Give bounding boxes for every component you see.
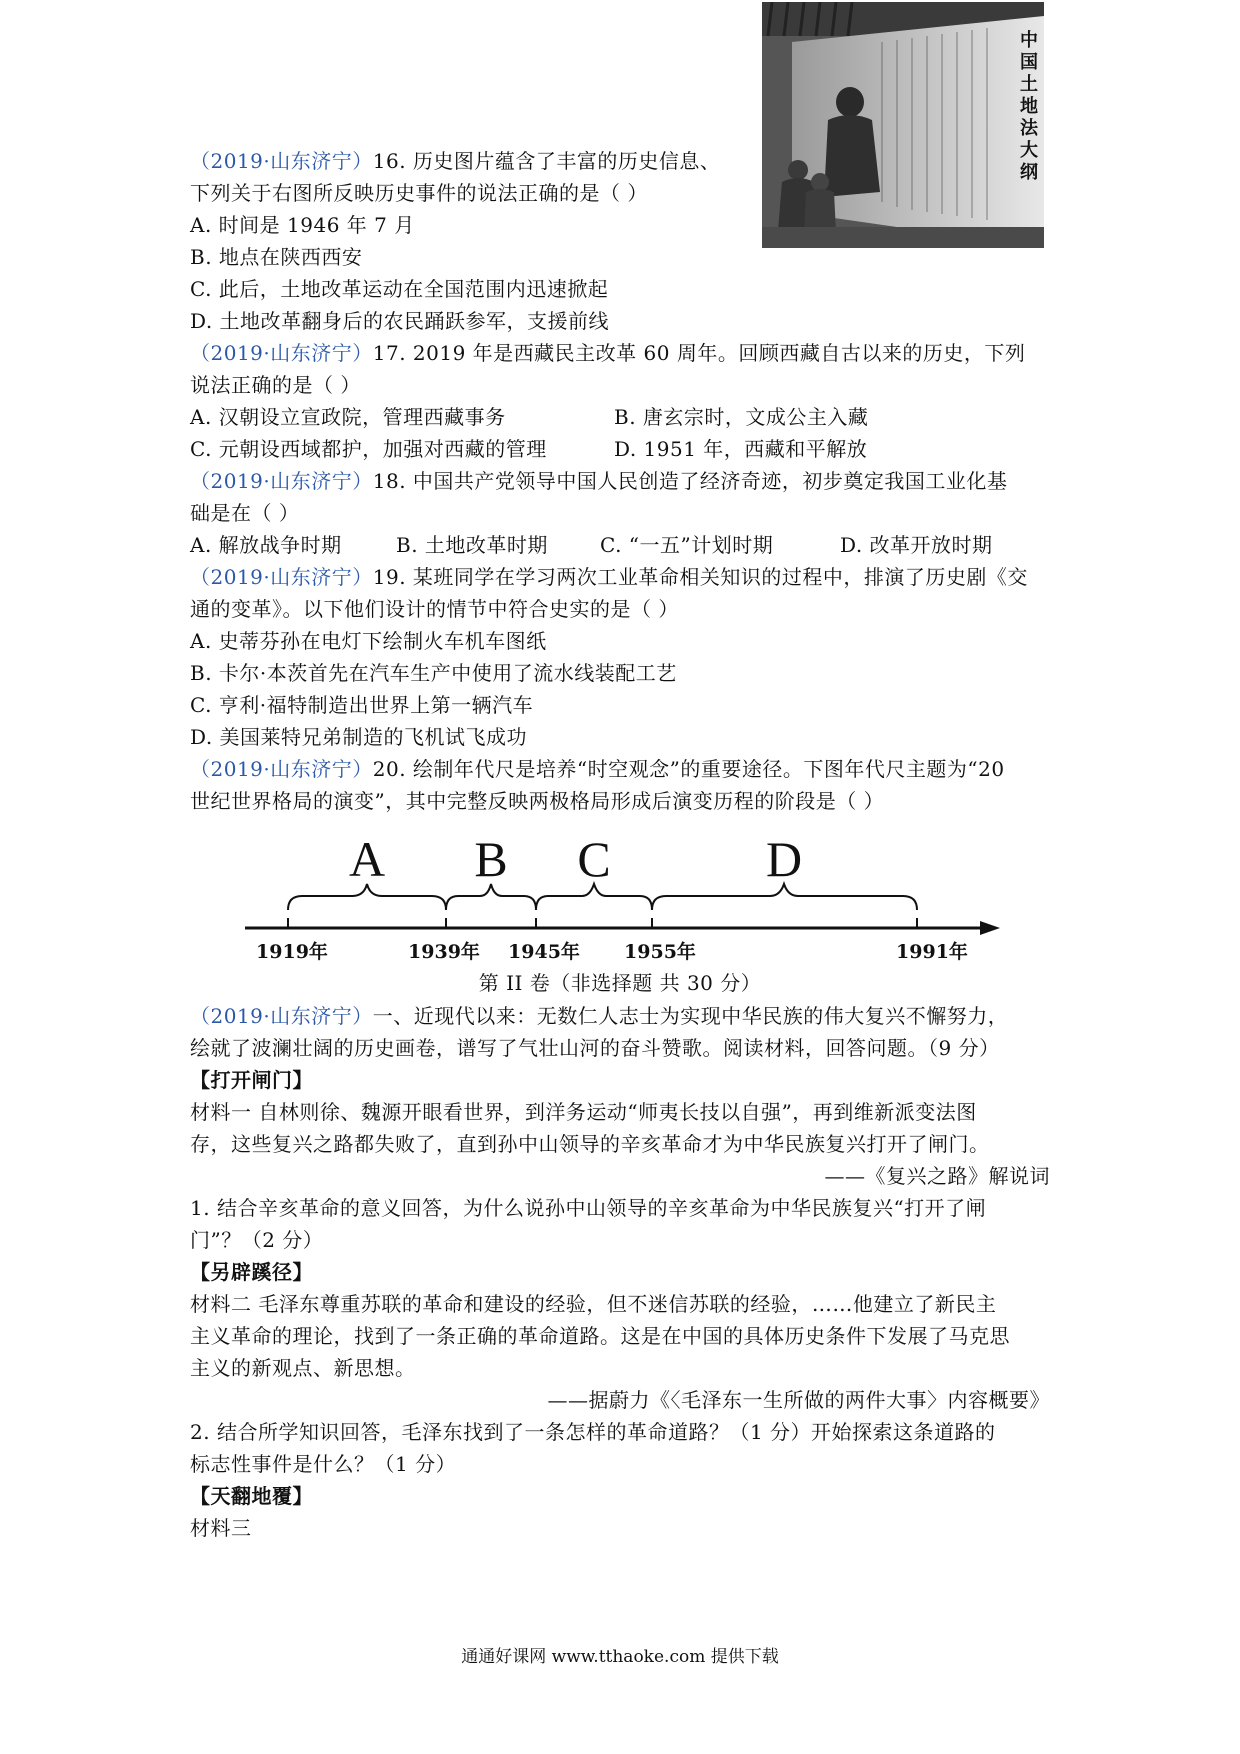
sec2-material-line1: 材料二 毛泽东尊重苏联的革命和建设的经验，但不迷信苏联的经验，……他建立了新民主 [190, 1292, 997, 1316]
q16-option-a: A. 时间是 1946 年 7 月 [190, 213, 415, 237]
sec1-material-line2: 存，这些复兴之路都失败了，直到孙中山领导的辛亥革命才为中华民族复兴打开了闸门。 [190, 1132, 990, 1156]
q17-option-d: D. 1951 年，西藏和平解放 [614, 437, 868, 461]
q19-source: （2019·山东济宁） [190, 565, 373, 589]
q17-stem-line1 [190, 340, 1025, 366]
brace-a [288, 884, 446, 910]
timeline-diagram [240, 836, 1010, 966]
q18-option-d: D. 改革开放时期 [840, 533, 993, 557]
sec2-citation: ——据蔚力《〈毛泽东一生所做的两件大事〉内容概要》 [547, 1388, 1050, 1412]
land-law-photo [762, 2, 1044, 248]
page-footer: 通通好课网 www.tthaoke.com 提供下载 [461, 1647, 779, 1667]
q16-stem-line1 [190, 148, 720, 174]
year-1919: 1919年 [256, 941, 328, 963]
brace-d [652, 884, 917, 910]
year-1991: 1991年 [896, 941, 968, 963]
sec2-material-line3: 主义的新观点、新思想。 [190, 1356, 416, 1380]
q17-source: （2019·山东济宁） [190, 341, 373, 365]
q17-stem1: 17. 2019 年是西藏民主改革 60 周年。回顾西藏自古以来的历史，下列 [372, 341, 1026, 365]
q20-stem1: 20. 绘制年代尺是培养“时空观念”的重要途径。下图年代尺主题为“20 [372, 757, 1005, 781]
q18-source: （2019·山东济宁） [190, 469, 373, 493]
q19-option-b: B. 卡尔·本茨首先在汽车生产中使用了流水线装配工艺 [190, 661, 677, 685]
year-1939: 1939年 [408, 941, 480, 963]
sec2-question-line1: 2. 结合所学知识回答，毛泽东找到了一条怎样的革命道路？（1 分）开始探索这条道路的 [190, 1420, 996, 1444]
part2-title: 第 II 卷（非选择题 共 30 分） [478, 971, 762, 995]
year-1945: 1945年 [508, 941, 580, 963]
year-1955: 1955年 [624, 941, 696, 963]
q19-option-d: D. 美国莱特兄弟制造的飞机试飞成功 [190, 725, 528, 749]
q16-stem1: 16. 历史图片蕴含了丰富的历史信息、 [372, 149, 721, 173]
q18-option-a: A. 解放战争时期 [190, 533, 342, 557]
q17-option-a: A. 汉朝设立宣政院，管理西藏事务 [190, 405, 506, 429]
q20-stem-line2: 世纪世界格局的演变”，其中完整反映两极格局形成后演变历程的阶段是（ ） [190, 789, 885, 813]
sec1-citation: ——《复兴之路》解说词 [824, 1164, 1050, 1188]
sec2-heading: 【另辟蹊径】 [190, 1260, 313, 1284]
q19-option-a: A. 史蒂芬孙在电灯下绘制火车机车图纸 [190, 629, 547, 653]
q18-stem-line2: 础是在（ ） [190, 501, 300, 525]
segment-d-label: D [765, 836, 803, 887]
q17-option-b: B. 唐玄宗时，文成公主入藏 [614, 405, 869, 429]
sec2-material-line2: 主义革命的理论，找到了一条正确的革命道路。这是在中国的具体历史条件下发展了马克思 [190, 1324, 1010, 1348]
brace-b [446, 884, 536, 910]
q19-stem1: 19. 某班同学在学习两次工业革命相关知识的过程中，排演了历史剧《交 [372, 565, 1028, 589]
q19-option-c: C. 亨利·福特制造出世界上第一辆汽车 [190, 693, 534, 717]
q18-option-c: C. “一五”计划时期 [600, 533, 774, 557]
q16-option-d: D. 土地改革翻身后的农民踊跃参军，支援前线 [190, 309, 610, 333]
q17-stem-line2: 说法正确的是（ ） [190, 373, 361, 397]
bigq-source: （2019·山东济宁） [190, 1004, 373, 1028]
sec3-material: 材料三 [190, 1516, 252, 1540]
q20-source: （2019·山东济宁） [190, 757, 373, 781]
q19-stem-line1 [190, 564, 1028, 590]
q19-stem-line2: 通的变革》。以下他们设计的情节中符合史实的是（ ） [190, 597, 679, 621]
q20-stem-line1 [190, 756, 1005, 782]
q16-option-b: B. 地点在陕西西安 [190, 245, 363, 269]
photo-caption: 中国土地法大纲 [1017, 30, 1038, 184]
bigq-stem-line2: 绘就了波澜壮阔的历史画卷，谱写了气壮山河的奋斗赞歌。阅读材料，回答问题。（9 分） [190, 1036, 1000, 1060]
sec1-question-line2: 门”？（2 分） [190, 1228, 324, 1252]
brace-c [536, 884, 652, 910]
q18-option-b: B. 土地改革时期 [396, 533, 548, 557]
q18-stem-line1 [190, 468, 1007, 494]
q16-option-c: C. 此后，土地改革运动在全国范围内迅速掀起 [190, 277, 609, 301]
bigq-stem-line1 [190, 1003, 1008, 1029]
q18-stem1: 18. 中国共产党领导中国人民创造了经济奇迹，初步奠定我国工业化基 [372, 469, 1008, 493]
sec2-question-line2: 标志性事件是什么？（1 分） [190, 1452, 457, 1476]
q16-stem-line2: 下列关于右图所反映历史事件的说法正确的是（ ） [190, 181, 648, 205]
sec1-material-line1: 材料一 自林则徐、魏源开眼看世界，到洋务运动“师夷长技以自强”，再到维新派变法图 [190, 1100, 977, 1124]
q17-option-c: C. 元朝设西域都护，加强对西藏的管理 [190, 437, 547, 461]
photo-illustration [762, 2, 1044, 248]
timeline-arrow [980, 921, 1000, 935]
sec1-heading: 【打开闸门】 [190, 1068, 313, 1092]
q16-source: （2019·山东济宁） [190, 149, 373, 173]
sec3-heading: 【天翻地覆】 [190, 1484, 313, 1508]
segment-a-label: A [348, 836, 386, 887]
segment-b-label: B [474, 836, 508, 887]
sec1-question-line1: 1. 结合辛亥革命的意义回答，为什么说孙中山领导的辛亥革命为中华民族复兴“打开了闸 [190, 1196, 987, 1220]
bigq-stem1: 一、近现代以来：无数仁人志士为实现中华民族的伟大复兴不懈努力， [372, 1004, 1009, 1028]
segment-c-label: C [577, 836, 611, 887]
